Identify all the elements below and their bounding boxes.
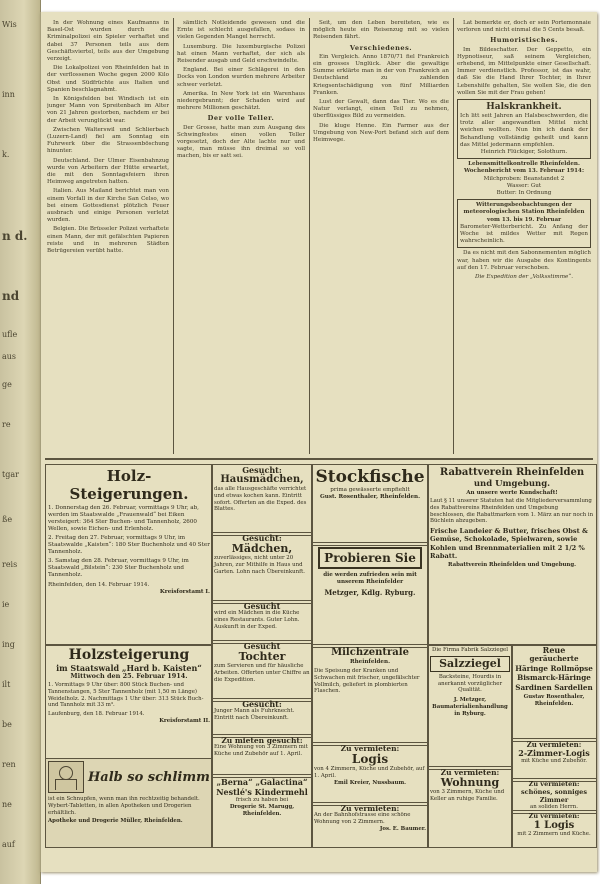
- ad-text: Laut § 11 unserer Statuten hat die Mitgliederversammlung des Rabattvereins Rheinfelden und Umgebung beschlossen, die Rabattmarken vom 1. März an nur noch in Büchlein abzugeben.: [430, 498, 594, 525]
- ad-text: zuverlässiges, nicht unter 20 Jahren, zur Mithilfe in Haus und Garten. Lohn nach Übereinkunft.: [214, 555, 305, 575]
- spine-line: n d.: [2, 229, 28, 243]
- ad-heading: Gesucht:: [242, 465, 282, 475]
- ad-office: Kreisforstamt II.: [159, 717, 210, 724]
- news-paragraph: In Königsfelden bei Windisch ist ein junger Mann von Spreitenbach im Alter von 21 Jahren gestorben, nachdem er bei der Arbeit verunglückt war.: [47, 96, 169, 124]
- logis-ad: [311, 742, 429, 806]
- news-paragraph: Lust der Gewalt, dann das Tier. Wo es die Natur verlangt, einen Teil zu nehmen, überflüssiges Bild zu vermeiden.: [313, 99, 449, 120]
- ad-text: an soliden Herrn.: [530, 804, 578, 810]
- ad-heading: Zu vermieten:: [528, 780, 580, 788]
- spine-line: re: [2, 420, 11, 429]
- ad-heading: Gesucht:: [242, 533, 282, 543]
- spine-line: ing: [2, 640, 15, 649]
- ad-heading: Zu vermieten:: [340, 804, 400, 813]
- news-paragraph: Seit, um den Leben bereiteten, wie es möglich heute ein Reisenzug mit so vielen Reisenden fährt.: [313, 20, 449, 41]
- feature-heading: Der volle Teller.: [207, 114, 275, 123]
- zimmer-ad: [511, 778, 597, 814]
- ad-text: Die Speisung der Kranken und Schwachen mit frischer, ungefälschter Vollmilch, geliefert in plombierten Flaschen.: [314, 668, 420, 695]
- ad-signature: Metzger, Kdlg. Ryburg.: [324, 588, 416, 597]
- column-rule: [173, 18, 174, 454]
- ad-signature: Apotheke und Drogerie Müller, Rheinfelden.: [48, 818, 183, 825]
- news-paragraph: Amerika. In New York ist ein Warenhaus niedergebrannt; der Schaden wird auf mehrere Millionen geschätzt.: [177, 90, 305, 112]
- ad-signature: Rabattverein Rheinfelden und Umgebung.: [448, 562, 576, 568]
- ad-text: von 4 Zimmern, Küche und Zubehör, auf 1. April.: [314, 766, 425, 779]
- spine-line: ren: [2, 760, 16, 769]
- news-column-4: [457, 20, 591, 460]
- ad-text: 3. Samstag den 28. Februar, vormittags 9 Uhr, im Staatswald „Bilstein“: 230 Ster Buchenholz und Tannenholz.: [48, 558, 189, 578]
- spine-line: nd: [2, 289, 20, 303]
- ad-heading: Holz-Steigerungen.: [69, 467, 189, 503]
- mieten-gesucht-ad: [211, 734, 313, 778]
- ad-text: 1. Donnerstag den 26. Februar, vormittags 9 Uhr, ab, werden im Staatswalde „Frauenwald“ bei Eiken versteigert: 364 Ster Buchen- und Tannenholz, 2600 Wellen, sowie Eichen- und Erlenholz.: [48, 505, 199, 532]
- ad-office: Kreisforstamt I.: [159, 589, 210, 595]
- ad-signature: Drogerie St. Marugg, Rheinfelden.: [229, 803, 295, 817]
- ad-text: von 3 Zimmern, Küche und Keller an ruhige Familie.: [430, 789, 505, 802]
- ad-big-text: geräucherte Häringe Rollmöpse Bismarck-Häringe Sardinen Sardellen: [515, 654, 593, 692]
- salzziegel-ad: [427, 644, 513, 770]
- spine-line: ilt: [2, 680, 11, 689]
- ad-subheading: Rheinfelden.: [349, 659, 391, 665]
- ad-text: das alle Hausgeschäfte verrichtet und etwas kochen kann. Eintritt sofort. Offerten an die Exped. des Blattes.: [214, 486, 307, 513]
- ad-big-text: Tochter: [238, 650, 286, 663]
- spine-line: tgar: [2, 470, 19, 479]
- ad-heading: Milchzentrale: [331, 647, 409, 658]
- news-paragraph: sämtlich Notleidende gewesen und die Ernte ist schlecht ausgefallen, sodass in vielen Gegenden Mangel herrscht.: [177, 20, 305, 41]
- ad-big-text: schönes, sonniges Zimmer: [521, 788, 587, 804]
- section-heading: Humoristisches.: [490, 36, 558, 45]
- news-paragraph: Luxemburg. Die luxemburgische Polizei hat einen Mann verhaftet, der sich als Reisender ausgab und Geld erschwindelte.: [177, 43, 305, 65]
- news-paragraph: Lat bemerkte er, doch er sein Portemonnaie verloren und nicht einmal die 5 Cents besaß.: [457, 20, 591, 34]
- news-column-1: [47, 20, 169, 460]
- ad-text: 1. Vormittags 9 Uhr über: 800 Stück Buchen- und Tannenstangen, 5 Ster Tannenholz (mit 1,50 m Länge) Weidelholz. 2. Nachmittags 1 Uhr über: 313 Stück Buch- und Tannholz mit 33 m³.: [48, 682, 204, 709]
- weather-text: Barometer-Wetterbericht. Zu Anfang der Woche ist mildes Wetter mit Regen wahrscheinlich.: [460, 223, 588, 245]
- ad-signature: Emil Kreier, Nussbaum.: [333, 779, 407, 786]
- spine-line: inn: [2, 90, 15, 99]
- rabattverein-ad: [427, 464, 597, 646]
- ad-subheading: und Umgebung.: [473, 479, 551, 489]
- probieren-sie-ad: [311, 542, 429, 648]
- ad-text: frisch zu haben bei: [235, 797, 289, 803]
- spine-line: k.: [2, 150, 10, 159]
- ad-big-text: Mädchen,: [231, 542, 293, 555]
- ad-heading: Gesucht: [243, 601, 281, 611]
- tochter-ad: [211, 640, 313, 702]
- ad-big-text: 2-Zimmer-Logis: [518, 748, 590, 758]
- ad-heading: Reue: [542, 645, 566, 655]
- ad-text: ist ein Schnupfen, wenn man ihn rechtzeitig behandelt. Wybert-Tabletten, in allen Apotheken und Drogerien erhältlich.: [48, 796, 200, 816]
- ad-signature: Laufenburg, den 18. Februar 1914.: [48, 711, 145, 718]
- news-paragraph: Ein Vergleich. Anno 1870/71 fiel Frankreich ein grosses Unglück. Aber die gewaltige Summe erklärte man in der von Frankreich an Deutschland zu zahlenden Kriegsentschädigung von fünf Milliarden Franken.: [313, 53, 449, 96]
- ad-heading: Holzsteigerung: [68, 647, 190, 663]
- humor-text: Im Bildeschatter. Der Geppetto, ein Hypnotiseur, saß seinem Vergleichen, erhebend, im Mittelpunkte einer Gesellschaft. Immer verdienstlich. Professor, ist das wahr, daß Sie die Hand Ihrer Tochter, in Ihrer Lebenshilfe gehalten, Sie wollen Sie, die den wollen Sie mit der Frau gehen!: [457, 46, 591, 96]
- halb-so-schlimm-ad: [45, 758, 213, 848]
- ad-heading: Zu vermieten:: [340, 744, 400, 753]
- ad-heading: Gesucht:: [242, 699, 282, 709]
- ad-text: zum Servieren und für häusliche Arbeiten. Offerten unter Chiffre an die Expedition.: [214, 663, 310, 683]
- ad-subheading: im Staatswald „Hard b. Kaisten“: [56, 663, 202, 673]
- ad-date: Mittwoch den 25. Februar 1914.: [70, 672, 188, 680]
- ad-text: wird ein Mädchen in die Küche eines Restaurants. Guter Lohn. Auskunft in der Exped.: [214, 610, 300, 630]
- ad-subheading: prima gewässerte empfiehlt: [330, 487, 410, 493]
- ad-signature: Gustav Rosenthaler, Rheinfelden.: [523, 694, 585, 707]
- wohnung-ad: [427, 766, 513, 848]
- milchzentrale-ad: [311, 644, 429, 746]
- previous-page-spine: [0, 0, 41, 884]
- holzsteigerung-hard-ad: [45, 644, 213, 760]
- ad-big-text: Hausmädchen,: [220, 474, 304, 485]
- ad-text: die werden zufrieden sein mit unserem Rheinfelder: [323, 572, 417, 585]
- spine-line: reis: [2, 560, 18, 569]
- spine-line: ne: [2, 800, 12, 809]
- ad-big-text: 1 Logis: [533, 820, 575, 831]
- ad-text: Ich litt seit Jahren an Halsbeschwerden, die trotz aller angewandten Mittel nicht weichen wollten. Nun bin ich dank der Behandlung vollständig geheilt und kann das Mittel jedermann empfehlen.: [460, 113, 588, 148]
- news-paragraph: Deutschland. Der Ulmer Eisenbahnzug wurde von Arbeitern der Hütte erwartet, die mit den Sonntagsfeiern ihren Heimweg angetreten hatten.: [47, 157, 169, 186]
- stockfische-ad: [311, 464, 429, 546]
- ad-text: Eine Wohnung von 3 Zimmern mit Küche und Zubehör auf 1. April.: [214, 744, 308, 757]
- ad-subheading: Nestlé's Kindermehl: [216, 787, 308, 797]
- spine-line: be: [2, 720, 12, 729]
- ad-heading: Zu vermieten:: [440, 768, 500, 777]
- spine-line: Wis: [2, 20, 17, 29]
- kuechen-maedchen-ad: [211, 600, 313, 644]
- zwei-zimmer-ad: [511, 738, 597, 782]
- news-paragraph: Italien. Aus Mailand berichtet man von einem Vorfall in der Kirche San Celso, wo bei einem Gottesdienst plötzlich Feuer ausbrach und einige Personen verletzt wurden.: [47, 188, 169, 224]
- ad-heading: Zu vermieten:: [528, 812, 580, 820]
- news-paragraph: Zwischen Walterswil und Schlierbach (Luzern-Land) fiel am Sonntag ein Fuhrwerk über die Strassenböschung hinunter.: [47, 126, 169, 155]
- fisch-ad: [511, 644, 597, 742]
- ad-text: mit 2 Zimmern und Küche.: [517, 831, 591, 837]
- fuhrknecht-ad: [211, 698, 313, 738]
- ad-heading: Zu mieten gesucht:: [221, 736, 303, 745]
- spine-line: aus: [2, 352, 17, 361]
- spine-line: ße: [2, 515, 13, 524]
- notice-signature: Die Expedition der „Volksstimme“.: [475, 274, 573, 281]
- ad-goods: Frische Landeier & Butter, frisches Obst & Gemüse, Schokolade, Spielwaren, sowie Kohlen und Brennmaterialien mit 2 1/2 % Rabatt.: [430, 527, 588, 560]
- weather-box: [457, 199, 591, 248]
- ad-heading: Rabattverein Rheinfelden: [439, 467, 585, 478]
- ad-big-text: Salzziegel: [430, 656, 510, 672]
- ad-heading: „Berna“ „Galactina“: [216, 777, 308, 787]
- section-rule: [45, 458, 593, 460]
- ad-text: An der Bahnhofstrasse eine schöne Wohnung von 2 Zimmern.: [314, 812, 411, 825]
- halskrankheit-ad: [457, 99, 591, 159]
- spine-line: ufle: [2, 330, 18, 339]
- column-rule: [453, 18, 454, 454]
- market-line: Milchproben: Beanstandet 2: [483, 175, 565, 182]
- notice-text: Da es nicht mit den Sabonnementen möglich war, haben wir die Ausgabe des Kontingents auf den 17. Februar verschoben.: [457, 250, 591, 271]
- news-paragraph: In der Wohnung eines Kaufmanns in Basel-Ost wurden durch die Kriminalpolizei ein Spieler verhaftet und dabei 37 Personen teils aus dem Geschäftsviertel, teils aus der Umgebung verzeigt.: [47, 20, 169, 63]
- news-column-2: [177, 20, 305, 460]
- ad-signature: Rheinfelden, den 14. Februar 1914.: [48, 582, 150, 588]
- feature-text: Der Grosse, hatte man zum Ausgang des Schwingfestes einen vollen Teller vorgesetzt, doch der Alte lachte nur und sagte, man müsse ihn dreimal so voll machen, bis er satt sei.: [177, 124, 305, 160]
- ad-big-text: Logis: [351, 752, 389, 766]
- column-rule: [309, 18, 310, 454]
- ad-text: Junger Mann als Fuhrknecht. Eintritt nach Übereinkunft.: [214, 708, 295, 721]
- galactina-ad: [211, 774, 313, 848]
- ad-signature: Jos. E. Baumer.: [379, 825, 426, 832]
- news-column-3: [313, 20, 449, 460]
- section-heading: Verschiedenes.: [349, 43, 413, 52]
- ad-heading: Halb so schlimm: [88, 769, 210, 785]
- ad-heading: Halskrankheit.: [486, 102, 562, 113]
- bahnhofstrasse-ad: [311, 802, 429, 848]
- ad-heading: Gesucht: [243, 641, 281, 651]
- news-paragraph: Die Lokalpolizei von Rheinfelden hat in der verflossenen Woche gegen 2000 Kilo Obst und Südfrüchte aus Italien und Spanien beschlagnahmt.: [47, 65, 169, 93]
- ad-text: mit Küche und Zubehör.: [521, 758, 587, 764]
- ad-big-text: Wohnung: [440, 776, 500, 789]
- ad-intro: An unsere werte Kundschaft!: [466, 490, 558, 496]
- ein-logis-ad: [511, 810, 597, 848]
- holz-steigerungen-ad: [45, 464, 213, 646]
- ad-signature: Heinrich Flückiger, Solothurn.: [480, 149, 568, 156]
- ad-heading: Probieren Sie: [324, 551, 416, 565]
- hausmaedchen-ad: [211, 464, 313, 536]
- news-paragraph: England. Bei einer Schlägerei in den Docks von London wurden mehrere Arbeiter schwer verletzt.: [177, 67, 305, 88]
- ad-heading: Die Firma Fabrik Salzziegel: [432, 647, 508, 653]
- market-heading: Lebensmittelkontrolle Rheinfelden. Wochenbericht vom 13. Februar 1914:: [463, 161, 585, 175]
- newspaper-page: [40, 12, 597, 872]
- news-paragraph: Die kluge Henne. Ein Farmer aus der Umgebung von New-Port befand sich auf dem Heimwege.: [313, 122, 449, 144]
- ad-heading: Stockfische: [315, 467, 425, 487]
- spine-line: auf: [2, 840, 15, 849]
- ad-text: Backsteine, Hourdis in anerkannt vorzüglicher Qualität.: [437, 673, 503, 694]
- market-line: Wasser: Gut: [506, 182, 542, 189]
- maedchen-ad: [211, 532, 313, 604]
- ad-signature: J. Metzger, Baumaterialienhandlung in Ryburg.: [432, 697, 508, 717]
- ad-text: 2. Freitag den 27. Februar, vormittags 9 Uhr, im Staatswalde „Kaisten“: 180 Ster Buchenholz und 40 Ster Tannenholz.: [48, 535, 210, 555]
- ad-signature: Gust. Rosenthaler, Rheinfelden.: [319, 494, 421, 500]
- market-line: Butter: In Ordnung: [496, 190, 552, 197]
- spine-line: ie: [2, 600, 10, 609]
- news-paragraph: Belgien. Die Brüsseler Polizei verhaftete einen Mann, der mit gefälschten Papieren reiste und in mehreren Städten Betrügereien verübt hatte.: [47, 226, 169, 255]
- ad-heading: Zu vermieten:: [526, 740, 582, 749]
- spine-line: ge: [2, 380, 12, 389]
- weather-heading: Witterungsbeobachtungen der meteorologischen Station Rheinfelden vom 13. bis 19. Februar: [463, 202, 585, 223]
- illustration-icon: [48, 761, 84, 793]
